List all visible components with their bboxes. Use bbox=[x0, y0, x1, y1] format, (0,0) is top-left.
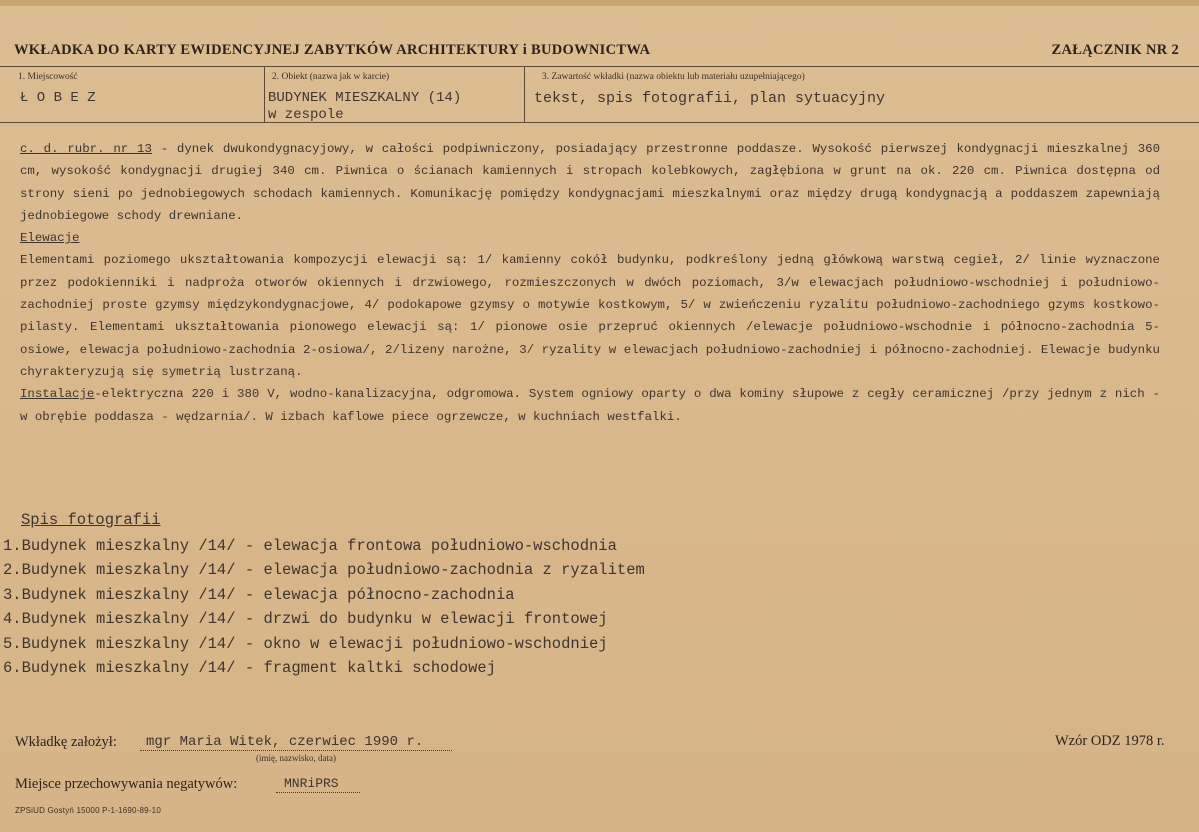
elevations-paragraph: Elementami poziomego ukształtowania kompozycji elewacji są: 1/ kamienny cokół budynku, podkreślony jedną główkową warstwą cegieł, 2/ linie wyznaczone przez podokienniki i nadproża otworów okiennych i drzwiowego, rozmieszczonych w dwóch poziomach, 3/w elewacjach południowo-wschodniej i południowo-zachodniej proste gzymsy międzykondygnacjowe, 4/ podokapowe gzymsy o motywie kostkowym, 5/ w zwieńczeniu ryzalitu południowo-zachodniego gzyms kostkowo-pilasty. Elementami ukształtowania pionowego elewacji są: 1/ pionowe osie przepruć okiennych /elewacje południowo-wschodnie i północno-zachodnia 5-osiowe, elewacja południowo-zachodnia 2-osiowa/, 2/lizeny narożne, 3/ ryzality w elewacjach południowo-zachodniej i północno-zachodniej. Elewacje budynku chyrakteryzują się symetrią lustrzaną. bbox=[20, 253, 1160, 379]
installations-paragraph bbox=[20, 383, 1160, 428]
card-top-edge bbox=[0, 0, 1199, 6]
author-value: mgr Maria Witek, czerwiec 1990 r. bbox=[146, 734, 424, 750]
storage-dotted-line bbox=[276, 792, 360, 793]
photo-list-heading: Spis fotografii bbox=[21, 511, 161, 529]
storage-value: MNRiPRS bbox=[284, 776, 339, 791]
printer-imprint: ZPSiUD Gostyń 15000 P-1-1690-89-10 bbox=[15, 806, 161, 815]
locality-label: 1. Miejscowość bbox=[18, 72, 78, 82]
continuation-ref: c. d. rubr. nr 13 bbox=[20, 142, 152, 156]
contents-label: 3. Zawartość wkładki (nazwa obiektu lub materiału uzupełniającego) bbox=[542, 72, 805, 82]
elevations-heading: Elewacje bbox=[20, 231, 80, 246]
photo-item: 1.Budynek mieszkalny /14/ - elewacja frontowa południowo-wschodnia bbox=[3, 536, 617, 555]
installations-heading: Instalacje bbox=[20, 387, 95, 402]
document-title: WKŁADKA DO KARTY EWIDENCYJNEJ ZABYTKÓW ARCHITEKTURY i BUDOWNICTWA bbox=[14, 42, 651, 58]
contents-value: tekst, spis fotografii, plan sytuacyjny bbox=[534, 90, 886, 107]
description-text bbox=[20, 138, 1160, 428]
document-header bbox=[14, 38, 1179, 64]
fields-rule bbox=[0, 122, 1199, 123]
header-rule bbox=[0, 66, 1199, 67]
photo-item: 4.Budynek mieszkalny /14/ - drzwi do budynku w elewacji frontowej bbox=[3, 610, 608, 628]
photo-item: 3.Budynek mieszkalny /14/ - elewacja północno-zachodnia bbox=[3, 585, 515, 604]
author-hint: (imię, nazwisko, data) bbox=[256, 753, 336, 763]
locality-value: Ł O B E Z bbox=[20, 90, 96, 106]
author-dotted-line bbox=[140, 750, 452, 751]
photo-item: 6.Budynek mieszkalny /14/ - fragment kaltki schodowej bbox=[3, 659, 496, 677]
field-divider-2 bbox=[524, 66, 525, 122]
annex-number: ZAŁĄCZNIK NR 2 bbox=[1051, 42, 1179, 58]
installations-text: -elektryczna 220 i 380 V, wodno-kanalizacyjna, odgromowa. System ogniowy oparty o dwa kominy słupowe z cegły ceramicznej /przy jednym z nich - w obrębie poddasza - wędzarnia/. W izbach kaflowe piece ogrzewcze, w kuchniach westfalki. bbox=[20, 387, 1160, 424]
field-divider-1 bbox=[264, 66, 265, 122]
storage-label: Miejsce przechowywania negatywów: bbox=[15, 776, 238, 792]
object-value-line1: BUDYNEK MIESZKALNY (14) bbox=[268, 90, 462, 106]
photo-item: 5.Budynek mieszkalny /14/ - okno w elewacji południowo-wschodniej bbox=[3, 634, 608, 653]
author-label: Wkładkę założył: bbox=[15, 734, 117, 750]
template-note: Wzór ODZ 1978 r. bbox=[1055, 733, 1165, 749]
photo-list bbox=[3, 508, 645, 681]
intro-paragraph bbox=[20, 138, 1160, 227]
object-value-line2: w zespole bbox=[268, 107, 344, 123]
intro-text: - dynek dwukondygnacyjowy, w całości podpiwniczony, posiadający przestronne poddasze. Wysokość pierwszej kondygnacji mieszkalnej 360 cm, wysokość kondygnacji drugiej 340 cm. Piwnica o ścianach kamiennych i stropach kolebkowych, zagłębiona w grunt na ok. 220 cm. Piwnica dostępna od strony sieni po jednobiegowych schodach kamiennych. Komunikację pomiędzy kondygnacjami mieszkalnymi oraz między drugą kondygnacją a poddaszem zapewniają jednobiegowe schody drewniane. bbox=[20, 142, 1161, 223]
photo-item: 2.Budynek mieszkalny /14/ - elewacja południowo-zachodnia z ryzalitem bbox=[3, 561, 645, 579]
object-label: 2. Obiekt (nazwa jak w karcie) bbox=[272, 72, 390, 82]
